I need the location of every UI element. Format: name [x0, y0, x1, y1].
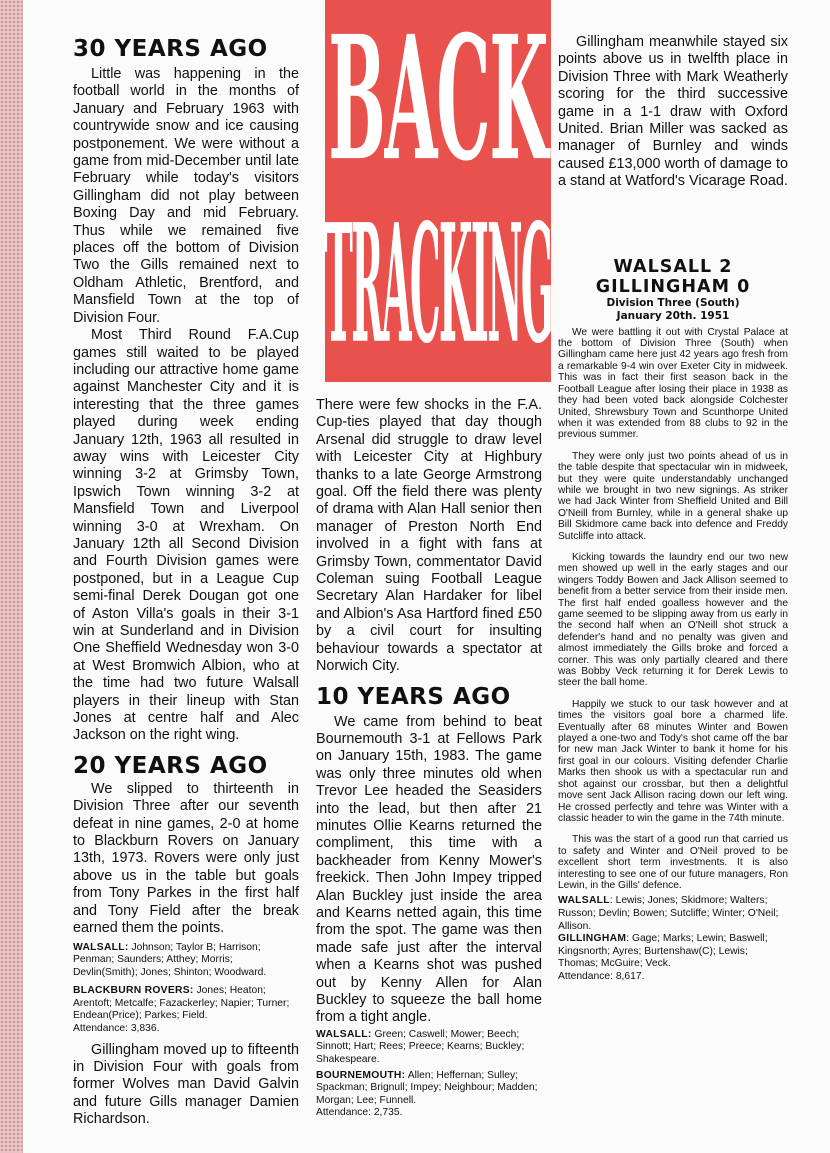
- lineup-blackburn: [73, 985, 299, 1023]
- lineup-bournemouth: [316, 1070, 542, 1108]
- attendance-1973: Attendance: 3,836.: [73, 1023, 160, 1035]
- column-right: [558, 34, 788, 984]
- heading-20-years-ago: 20 YEARS AGO: [73, 752, 268, 779]
- lineup-gillingham-1951-label: GILLINGHAM: [558, 933, 627, 945]
- paragraph-20-years-1: We slipped to thirteenth in Division Three after our seventh defeat in nine games, 2-0 at home to Blackburn Rovers on January 13th, 1973. Rovers were only just above us in the table but goals from Tony Parkes in the first half and Tony Field after the break earned them the points.: [73, 780, 299, 937]
- lineup-blackburn-players: Jones; Heaton; Arentoft; Metcalfe; Fazackerley; Napier; Turner; Endean(Price); Parkes; Field.: [73, 985, 290, 1022]
- lineup-gillingham-1951: [558, 933, 788, 971]
- match-paragraph-3: Kicking towards the laundry end our two new men showed up well in the early stages and our wingers Toddy Bowen and Jack Allison seemed to benefit from a better service from their inside men. The first half ended goalless however and the game seemed to be slipping away from us early in the second half when an O'Neill shot struck a defender's hand and no penalty was given and almost immediately the Gills broke and forced a corner. This was only partially cleared and there was Bobby Veck returning it for Derek Lewis to steer the ball home.: [558, 551, 788, 689]
- column-left: [73, 0, 299, 1129]
- match-date: January 20th. 1951: [616, 309, 730, 322]
- lineup-blackburn-label: BLACKBURN ROVERS:: [73, 985, 194, 997]
- lineup-bournemouth-label: BOURNEMOUTH:: [316, 1069, 406, 1081]
- match-paragraph-2: They were only just two points ahead of us in the table despite that spectacular win in midweek, but they were quite understandably unchanged while we brought in two new signings. As striker we had Jack Winter from Sheffield United and Bill O'Neill from Burnley, while in a general shake up Bill Skidmore came back into defence and Freddy Sutcliffe into attack.: [558, 450, 788, 542]
- match-paragraph-5: This was the start of a good run that carried us to safety and Winter and O'Neil proved to be excellent short term investments. It is also interesting to see one of our future managers, Ron Lewin, in the Gills' defence.: [558, 834, 788, 891]
- page-edge-binding: [0, 0, 23, 1153]
- paragraph-30-years-1: Little was happening in the football world in the months of January and February 1963 with countrywide snow and ice causing postponement. We were without a game from mid-December until late February while today's visitors Gillingham did not play between Boxing Day and mid February. Thus while we remained five places off the bottom of Division Two the Gills remained next to Oldham Athletic, Brentford, and Mansfield Town at the top of Division Four.: [73, 66, 299, 326]
- lineup-walsall-1983: [316, 1029, 542, 1067]
- lineup-gillingham-1951-players: : Gage; Marks; Lewin; Baswell; Kingsnorth; Ayres; Burtenshaw(C); Lewis; Thomas; McGuire; Veck.: [558, 933, 768, 970]
- lineup-walsall-1951-players: : Lewis; Jones; Skidmore; Walters; Russon; Devlin; Bowen; Sutcliffe; Winter; O'Neil; Allison.: [558, 895, 779, 932]
- lineup-walsall-label: WALSALL:: [73, 941, 129, 953]
- attendance-1951: Attendance: 8,617.: [558, 970, 645, 982]
- heading-30-years-ago: 30 YEARS AGO: [73, 36, 268, 62]
- match-header: [558, 257, 788, 323]
- match-division: Division Three (South): [606, 296, 740, 309]
- paragraph-gillingham-meanwhile: Gillingham meanwhile stayed six points above us in twelfth place in Division Three with Mark Weatherly scoring for the third successive game in a 1-1 draw with Oxford United. Brian Miller was sacked as manager of Burnley and winds caused £13,000 worth of damage to a stand at Watford's Vicarage Road.: [558, 34, 788, 190]
- paragraph-10-years: We came from behind to beat Bournemouth 3-1 at Fellows Park on January 15th, 1983. The game was only three minutes old when Trevor Lee headed the Seasiders into the lead, but then after 21 minutes Ollie Kearns returned the compliment, this time with a backheader from Kenny Mower's freekick. Then John Impey tripped Alan Buckley just inside the area and Kearns netted again, this time from the spot. The game was then made safe just after the interval when a Kearns shot was pushed out by Kenny Allen for Alan Buckley to squeeze the ball home from a tight angle.: [316, 713, 542, 1026]
- match-paragraph-1: We were battling it out with Crystal Palace at the bottom of Division Three (South) when Gillingham came here just 42 years ago fresh from a remarkable 9-4 win over Exeter City in midweek. This was in fact their first season back in the Football League after losing their place in 1938 as they had been voted back alongside Colchester United, Shrewsbury Town and Scunthorpe United when it was extended from 88 clubs to 92 in the previous summer.: [558, 326, 788, 441]
- lineup-walsall: [73, 942, 299, 980]
- back-tracking-masthead: [325, 0, 551, 382]
- masthead-word-tracking: TRACKING: [324, 187, 553, 380]
- lineup-walsall-1951: [558, 895, 788, 933]
- lineup-walsall-1983-label: WALSALL:: [316, 1028, 372, 1040]
- masthead-word-back: BACK: [328, 0, 548, 199]
- match-title-line-1: WALSALL 2: [613, 256, 733, 277]
- lineup-walsall-1983-players: Green; Caswell; Mower; Beech; Sinnott; Hart; Rees; Preece; Kearns; Buckley; Shakespeare.: [316, 1028, 525, 1065]
- column-middle: [316, 397, 542, 1120]
- match-paragraph-4: Happily we stuck to our task however and at times the visitors goal bore a charmed life. Eventually after 68 minutes Winter and Bowen played a one-two and Tody's shot came off the bar for new man Jack Winter to bank it home for his first goal in our colours. Visiting defender Charlie Marks then shook us with a spectacular run and shot against our crossbar, but then a delightful move sent Jack Allison racing down our left wing. He crossed perfectly and tehre was Winter with a classic header to win the game in the 74th minute.: [558, 698, 788, 824]
- match-title-line-2: GILLINGHAM 0: [595, 276, 751, 297]
- lineup-walsall-players: Johnson; Taylor B; Harrison; Penman; Saunders; Atthey; Morris; Devlin(Smith); Jones; Shinton; Woodward.: [73, 941, 267, 978]
- lineup-bournemouth-players: Allen; Heffernan; Sulley; Spackman; Brignull; Impey; Neighbour; Madden; Morgan; Lee; Funnell.: [316, 1069, 538, 1106]
- paragraph-cup-ties: There were few shocks in the F.A. Cup-ties played that day though Arsenal did struggle to draw level with Leicester City at Highbury thanks to a late George Armstrong goal. Off the field there was plenty of drama with Alan Hall senior then manager of Preston North End involved in a fight with fans at Grimsby Town, commentator David Coleman suing Football League Secretary Alan Hardaker for libel and Albion's Asa Hartford fined £50 by a civil court for insulting behaviour towards a spectator at Norwich City.: [316, 397, 542, 675]
- paragraph-30-years-2: Most Third Round F.A.Cup games still waited to be played including our attractive home game against Manchester City and it is interesting that the three games played during week ending January 12th, 1963 all resulted in away wins with Leicester City winning 3-2 at Grimsby Town, Ipswich Town winning 3-2 at Mansfield Town and Liverpool winning 3-0 at Wrexham. On January 12th all Second Division and Fourth Division games were postponed, but in a League Cup semi-final Derek Dougan got one of Aston Villa's goals in their 3-1 win at Sunderland and in Division One Sheffield Wednesday won 3-0 at West Bromwich Albion, who at the time had two future Walsall players in their lineup with Stan Jones at centre half and Alec Jackson on the right wing.: [73, 327, 299, 744]
- paragraph-20-years-2: Gillingham moved up to fifteenth in Division Four with goals from former Wolves man David Galvin and future Gills manager Damien Richardson.: [73, 1041, 299, 1128]
- heading-10-years-ago: 10 YEARS AGO: [316, 683, 511, 710]
- lineup-walsall-1951-label: WALSALL: [558, 895, 610, 907]
- attendance-1983: Attendance: 2,735.: [316, 1107, 403, 1119]
